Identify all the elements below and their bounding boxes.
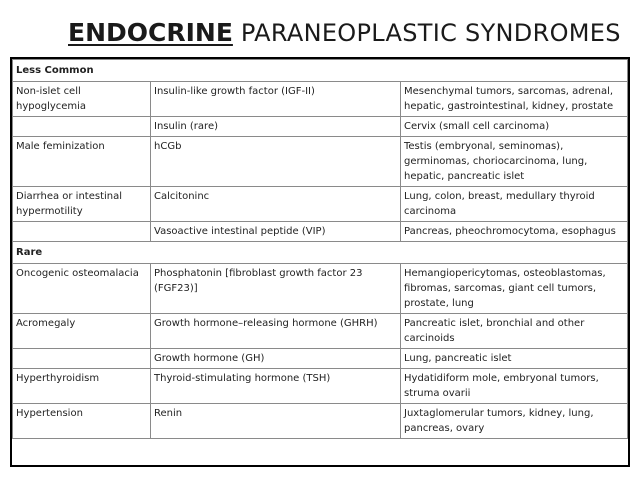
table-row — [13, 314, 628, 349]
table-body — [13, 60, 628, 439]
table-row — [13, 222, 628, 242]
tumor-types-cell: Mesenchymal tumors, sarcomas, adrenal, hepatic, gastrointestinal, kidney, prostate — [401, 82, 628, 117]
table-row — [13, 404, 628, 439]
title-bold-word: ENDOCRINE — [68, 18, 233, 47]
syndrome-cell — [13, 117, 151, 137]
tumor-types-cell: Pancreas, pheochromocytoma, esophagus — [401, 222, 628, 242]
section-header-row — [13, 242, 628, 264]
syndrome-cell: Acromegaly — [13, 314, 151, 349]
syndrome-cell: Hypertension — [13, 404, 151, 439]
tumor-types-cell: Hydatidiform mole, embryonal tumors, struma ovarii — [401, 369, 628, 404]
syndrome-cell: Hyperthyroidism — [13, 369, 151, 404]
tumor-types-cell: Juxtaglomerular tumors, kidney, lung, pancreas, ovary — [401, 404, 628, 439]
tumor-types-cell: Hemangiopericytomas, osteoblastomas, fibromas, sarcomas, giant cell tumors, prostate, lung — [401, 264, 628, 314]
slide-title — [0, 0, 638, 52]
table-row — [13, 82, 628, 117]
table-row — [13, 117, 628, 137]
mediator-cell: hCGb — [151, 137, 401, 187]
syndrome-cell — [13, 349, 151, 369]
mediator-cell: Growth hormone (GH) — [151, 349, 401, 369]
tumor-types-cell: Pancreatic islet, bronchial and other carcinoids — [401, 314, 628, 349]
mediator-cell: Calcitoninc — [151, 187, 401, 222]
mediator-cell: Renin — [151, 404, 401, 439]
mediator-cell: Insulin (rare) — [151, 117, 401, 137]
title-rest: PARANEOPLASTIC SYNDROMES — [240, 19, 621, 47]
tumor-types-cell: Testis (embryonal, seminomas), germinomas, choriocarcinoma, lung, hepatic, pancreatic islet — [401, 137, 628, 187]
syndrome-cell: Oncogenic osteomalacia — [13, 264, 151, 314]
syndrome-cell: Non-islet cell hypoglycemia — [13, 82, 151, 117]
syndromes-table — [10, 57, 630, 467]
table-row — [13, 264, 628, 314]
tumor-types-cell: Cervix (small cell carcinoma) — [401, 117, 628, 137]
table-row — [13, 137, 628, 187]
syndrome-cell: Diarrhea or intestinal hypermotility — [13, 187, 151, 222]
tumor-types-cell: Lung, colon, breast, medullary thyroid carcinoma — [401, 187, 628, 222]
table-row — [13, 349, 628, 369]
mediator-cell: Phosphatonin [fibroblast growth factor 23 (FGF23)] — [151, 264, 401, 314]
section-header-row — [13, 60, 628, 82]
table-row — [13, 369, 628, 404]
syndromes-grid — [12, 59, 628, 439]
section-label: Less Common — [13, 60, 628, 82]
mediator-cell: Thyroid-stimulating hormone (TSH) — [151, 369, 401, 404]
tumor-types-cell: Lung, pancreatic islet — [401, 349, 628, 369]
mediator-cell: Growth hormone–releasing hormone (GHRH) — [151, 314, 401, 349]
mediator-cell: Insulin-like growth factor (IGF-II) — [151, 82, 401, 117]
syndrome-cell — [13, 222, 151, 242]
syndrome-cell: Male feminization — [13, 137, 151, 187]
table-row — [13, 187, 628, 222]
section-label: Rare — [13, 242, 628, 264]
mediator-cell: Vasoactive intestinal peptide (VIP) — [151, 222, 401, 242]
